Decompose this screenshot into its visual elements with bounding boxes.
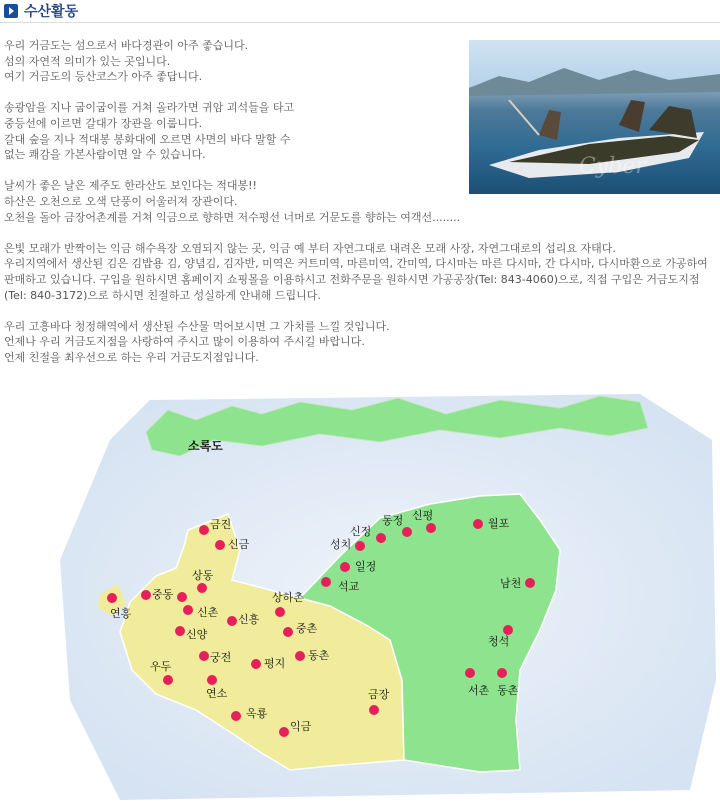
text-line: 우리 고흥바다 청정해역에서 생산된 수산물 먹어보시면 그 가치를 느낄 것입니다.	[4, 319, 390, 333]
svg-text:월포: 월포	[488, 517, 510, 530]
text-line: 날씨가 좋은 날은 제주도 한라산도 보인다는 적대봉!!	[4, 179, 257, 193]
svg-text:옥룡: 옥룡	[246, 707, 268, 720]
arrow-right-icon	[4, 4, 18, 18]
north-island-label	[188, 439, 223, 453]
svg-text:우두: 우두	[150, 660, 172, 673]
svg-text:금장: 금장	[368, 688, 390, 701]
text-line: 언제 친절을 최우선으로 하는 우리 거금도지점입니다.	[4, 350, 259, 364]
text-line: 송광암을 지나 굽이굽이를 거쳐 올라가면 귀암 괴석들을 타고	[4, 101, 295, 115]
header-divider	[0, 22, 720, 23]
svg-text:동촌: 동촌	[497, 684, 519, 697]
svg-text:신금: 신금	[228, 538, 250, 551]
svg-text:연홍: 연홍	[110, 607, 132, 620]
svg-text:궁전: 궁전	[210, 651, 232, 664]
paragraph-5	[4, 319, 716, 366]
text-line: 오천을 돌아 금장어촌계를 거쳐 익금으로 향하면 저수평선 너머로 거문도를 향하는 여객선........	[4, 210, 461, 224]
svg-text:신양: 신양	[186, 628, 208, 641]
text-line: 은빛 모래가 반짝이는 익금 해수욕장 오염되지 않는 곳, 익금 예 부터 자연그대로 내려온 모래 사장, 자연그대로의 섭리요 자태다.	[4, 241, 616, 255]
text-line: 우리지역에서 생산된 김은 김밥용 김, 양념김, 김자반, 미역은 커트미역, 마른미역, 간미역, 다시마는 마른 다시마, 간 다시마, 다시마환으로 가공하여 판매하고 있습니다. 구입을 원하시면 홈페이지 쇼핑몰을 이용하시고 전화주문을 원하시면 가공공장(Tel: 843-4060)으로, 직접 구입은 거금도지점(Tel: 840-3172)으로 하시면 친절하고 성실하게 안내해 드립니다.	[4, 257, 708, 302]
svg-text:익금: 익금	[290, 720, 312, 733]
fishing-boat-photo	[469, 40, 720, 194]
svg-text:평지: 평지	[264, 657, 286, 670]
svg-text:동촌: 동촌	[308, 649, 330, 662]
svg-text:일정: 일정	[355, 560, 377, 573]
svg-text:신정: 신정	[350, 525, 372, 538]
text-line: 언제나 우리 거금도지점을 사랑하여 주시고 많이 이용하여 주시길 바랍니다.	[4, 335, 365, 349]
svg-text:금진: 금진	[210, 518, 232, 531]
text-line: 하산은 오천으로 오색 단풍이 어울러져 장관이다.	[4, 194, 238, 208]
svg-text:청석: 청석	[488, 635, 510, 648]
text-line: 없는 쾌감을 가본사람이면 알 수 있습니다.	[4, 148, 206, 162]
svg-text:신흥: 신흥	[238, 613, 260, 626]
svg-text:신평: 신평	[412, 509, 434, 522]
svg-text:성치: 성치	[330, 538, 352, 551]
text-line: 섬의 자연적 의미가 있는 곳입니다.	[4, 54, 171, 68]
svg-text:소록도: 소록도	[188, 439, 223, 453]
page-title: 수산활동	[24, 4, 79, 20]
text-line: 우리 거금도는 섬으로서 바다경관이 아주 좋습니다.	[4, 39, 249, 52]
svg-text:동정: 동정	[382, 514, 404, 527]
section-header	[0, 0, 720, 22]
text-line: 중등선에 이르면 갈대가 장관을 이룹니다.	[4, 116, 203, 130]
photo-watermark: Cyber	[579, 154, 646, 179]
place-marker	[500, 576, 535, 590]
svg-text:신촌: 신촌	[197, 606, 219, 619]
text-line: 여기 거금도의 등산코스가 아주 좋답니다.	[4, 70, 203, 84]
paragraph-4	[4, 241, 716, 303]
text-line: 갈대 숲을 지나 적대봉 봉화대에 오르면 사면의 바다 말할 수	[4, 132, 291, 146]
svg-text:상동: 상동	[192, 569, 214, 582]
island-map	[0, 380, 720, 804]
svg-text:연소: 연소	[206, 687, 228, 700]
svg-text:상하촌: 상하촌	[272, 591, 304, 604]
svg-text:석교: 석교	[338, 580, 360, 593]
svg-text:남천: 남천	[500, 577, 522, 590]
svg-text:중동: 중동	[152, 588, 174, 601]
svg-text:서촌: 서촌	[468, 684, 490, 697]
svg-text:중촌: 중촌	[296, 622, 318, 635]
place-marker	[177, 592, 187, 602]
